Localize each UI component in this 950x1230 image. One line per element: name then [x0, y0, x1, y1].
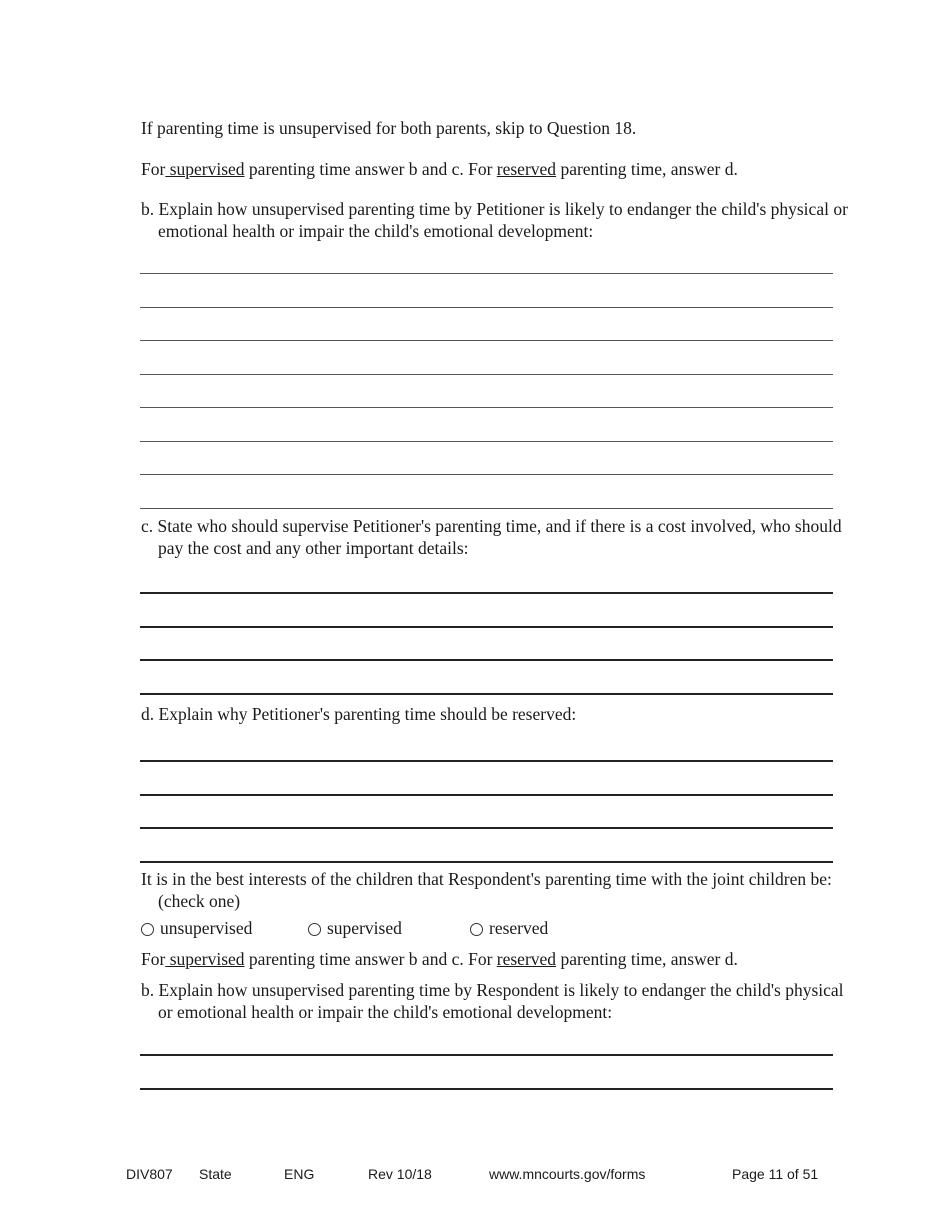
radio-circle-icon[interactable] — [308, 923, 321, 936]
footer-url[interactable]: www.mncourts.gov/forms — [489, 1166, 646, 1182]
radio-circle-icon[interactable] — [470, 923, 483, 936]
instruction-supervised: supervised — [165, 949, 245, 969]
petitioner-d-answer-line[interactable] — [140, 760, 833, 762]
respondent-instruction — [141, 948, 836, 970]
petitioner-d-answer-line[interactable] — [140, 827, 833, 829]
instruction-supervised: supervised — [165, 159, 245, 179]
petitioner-c-answer-line[interactable] — [140, 693, 833, 695]
footer-page-number: Page 11 of 51 — [732, 1166, 819, 1182]
respondent-question: It is in the best interests of the children that Respondent's parenting time with the joint children be: (check one) — [141, 869, 832, 911]
skip-note: If parenting time is unsupervised for both parents, skip to Question 18. — [141, 118, 637, 138]
petitioner-d-answer-line[interactable] — [140, 794, 833, 796]
footer-revision: Rev 10/18 — [368, 1166, 432, 1182]
instruction-pre: For — [141, 949, 166, 969]
instruction-mid: parenting time answer b and c. For — [244, 949, 497, 969]
petitioner-question-d: d. Explain why Petitioner's parenting time should be reserved: — [141, 704, 577, 724]
respondent-question-b: b. Explain how unsupervised parenting time by Respondent is likely to endanger the child's physical or emotional health or impair the child's emotional development: — [141, 980, 844, 1022]
petitioner-b-answer-line[interactable] — [140, 508, 833, 509]
footer-type: State — [199, 1166, 232, 1182]
petitioner-c-answer-line[interactable] — [140, 626, 833, 628]
radio-label: reserved — [489, 918, 549, 938]
petitioner-c-answer-line[interactable] — [140, 592, 833, 594]
petitioner-b-answer-line[interactable] — [140, 273, 833, 274]
instruction-reserved: reserved — [496, 159, 557, 179]
radio-option-supervised[interactable] — [308, 917, 402, 939]
instruction-post: parenting time, answer d. — [556, 949, 738, 969]
radio-label: unsupervised — [160, 918, 253, 938]
petitioner-b-answer-line[interactable] — [140, 407, 833, 408]
radio-option-unsupervised[interactable] — [141, 917, 252, 939]
petitioner-b-answer-line[interactable] — [140, 474, 833, 475]
petitioner-d-answer-line[interactable] — [140, 861, 833, 863]
petitioner-b-answer-line[interactable] — [140, 374, 833, 375]
petitioner-instruction — [141, 158, 836, 180]
petitioner-c-answer-line[interactable] — [140, 659, 833, 661]
respondent-b-answer-line[interactable] — [140, 1088, 833, 1090]
footer-form-id: DIV807 — [126, 1166, 173, 1182]
footer-language: ENG — [284, 1166, 315, 1182]
petitioner-b-answer-line[interactable] — [140, 307, 833, 308]
petitioner-b-answer-line[interactable] — [140, 441, 833, 442]
instruction-post: parenting time, answer d. — [556, 159, 738, 179]
petitioner-question-b: b. Explain how unsupervised parenting time by Petitioner is likely to endanger the child's physical or emotional health or impair the child's emotional development: — [141, 199, 848, 241]
instruction-reserved: reserved — [496, 949, 557, 969]
petitioner-b-answer-line[interactable] — [140, 340, 833, 341]
radio-circle-icon[interactable] — [141, 923, 154, 936]
petitioner-question-c: c. State who should supervise Petitioner's parenting time, and if there is a cost involved, who should pay the cost and any other important details: — [141, 516, 842, 558]
radio-label: supervised — [327, 918, 402, 938]
instruction-pre: For — [141, 159, 166, 179]
radio-option-reserved[interactable] — [470, 917, 548, 939]
respondent-b-answer-line[interactable] — [140, 1054, 833, 1056]
instruction-mid: parenting time answer b and c. For — [244, 159, 497, 179]
